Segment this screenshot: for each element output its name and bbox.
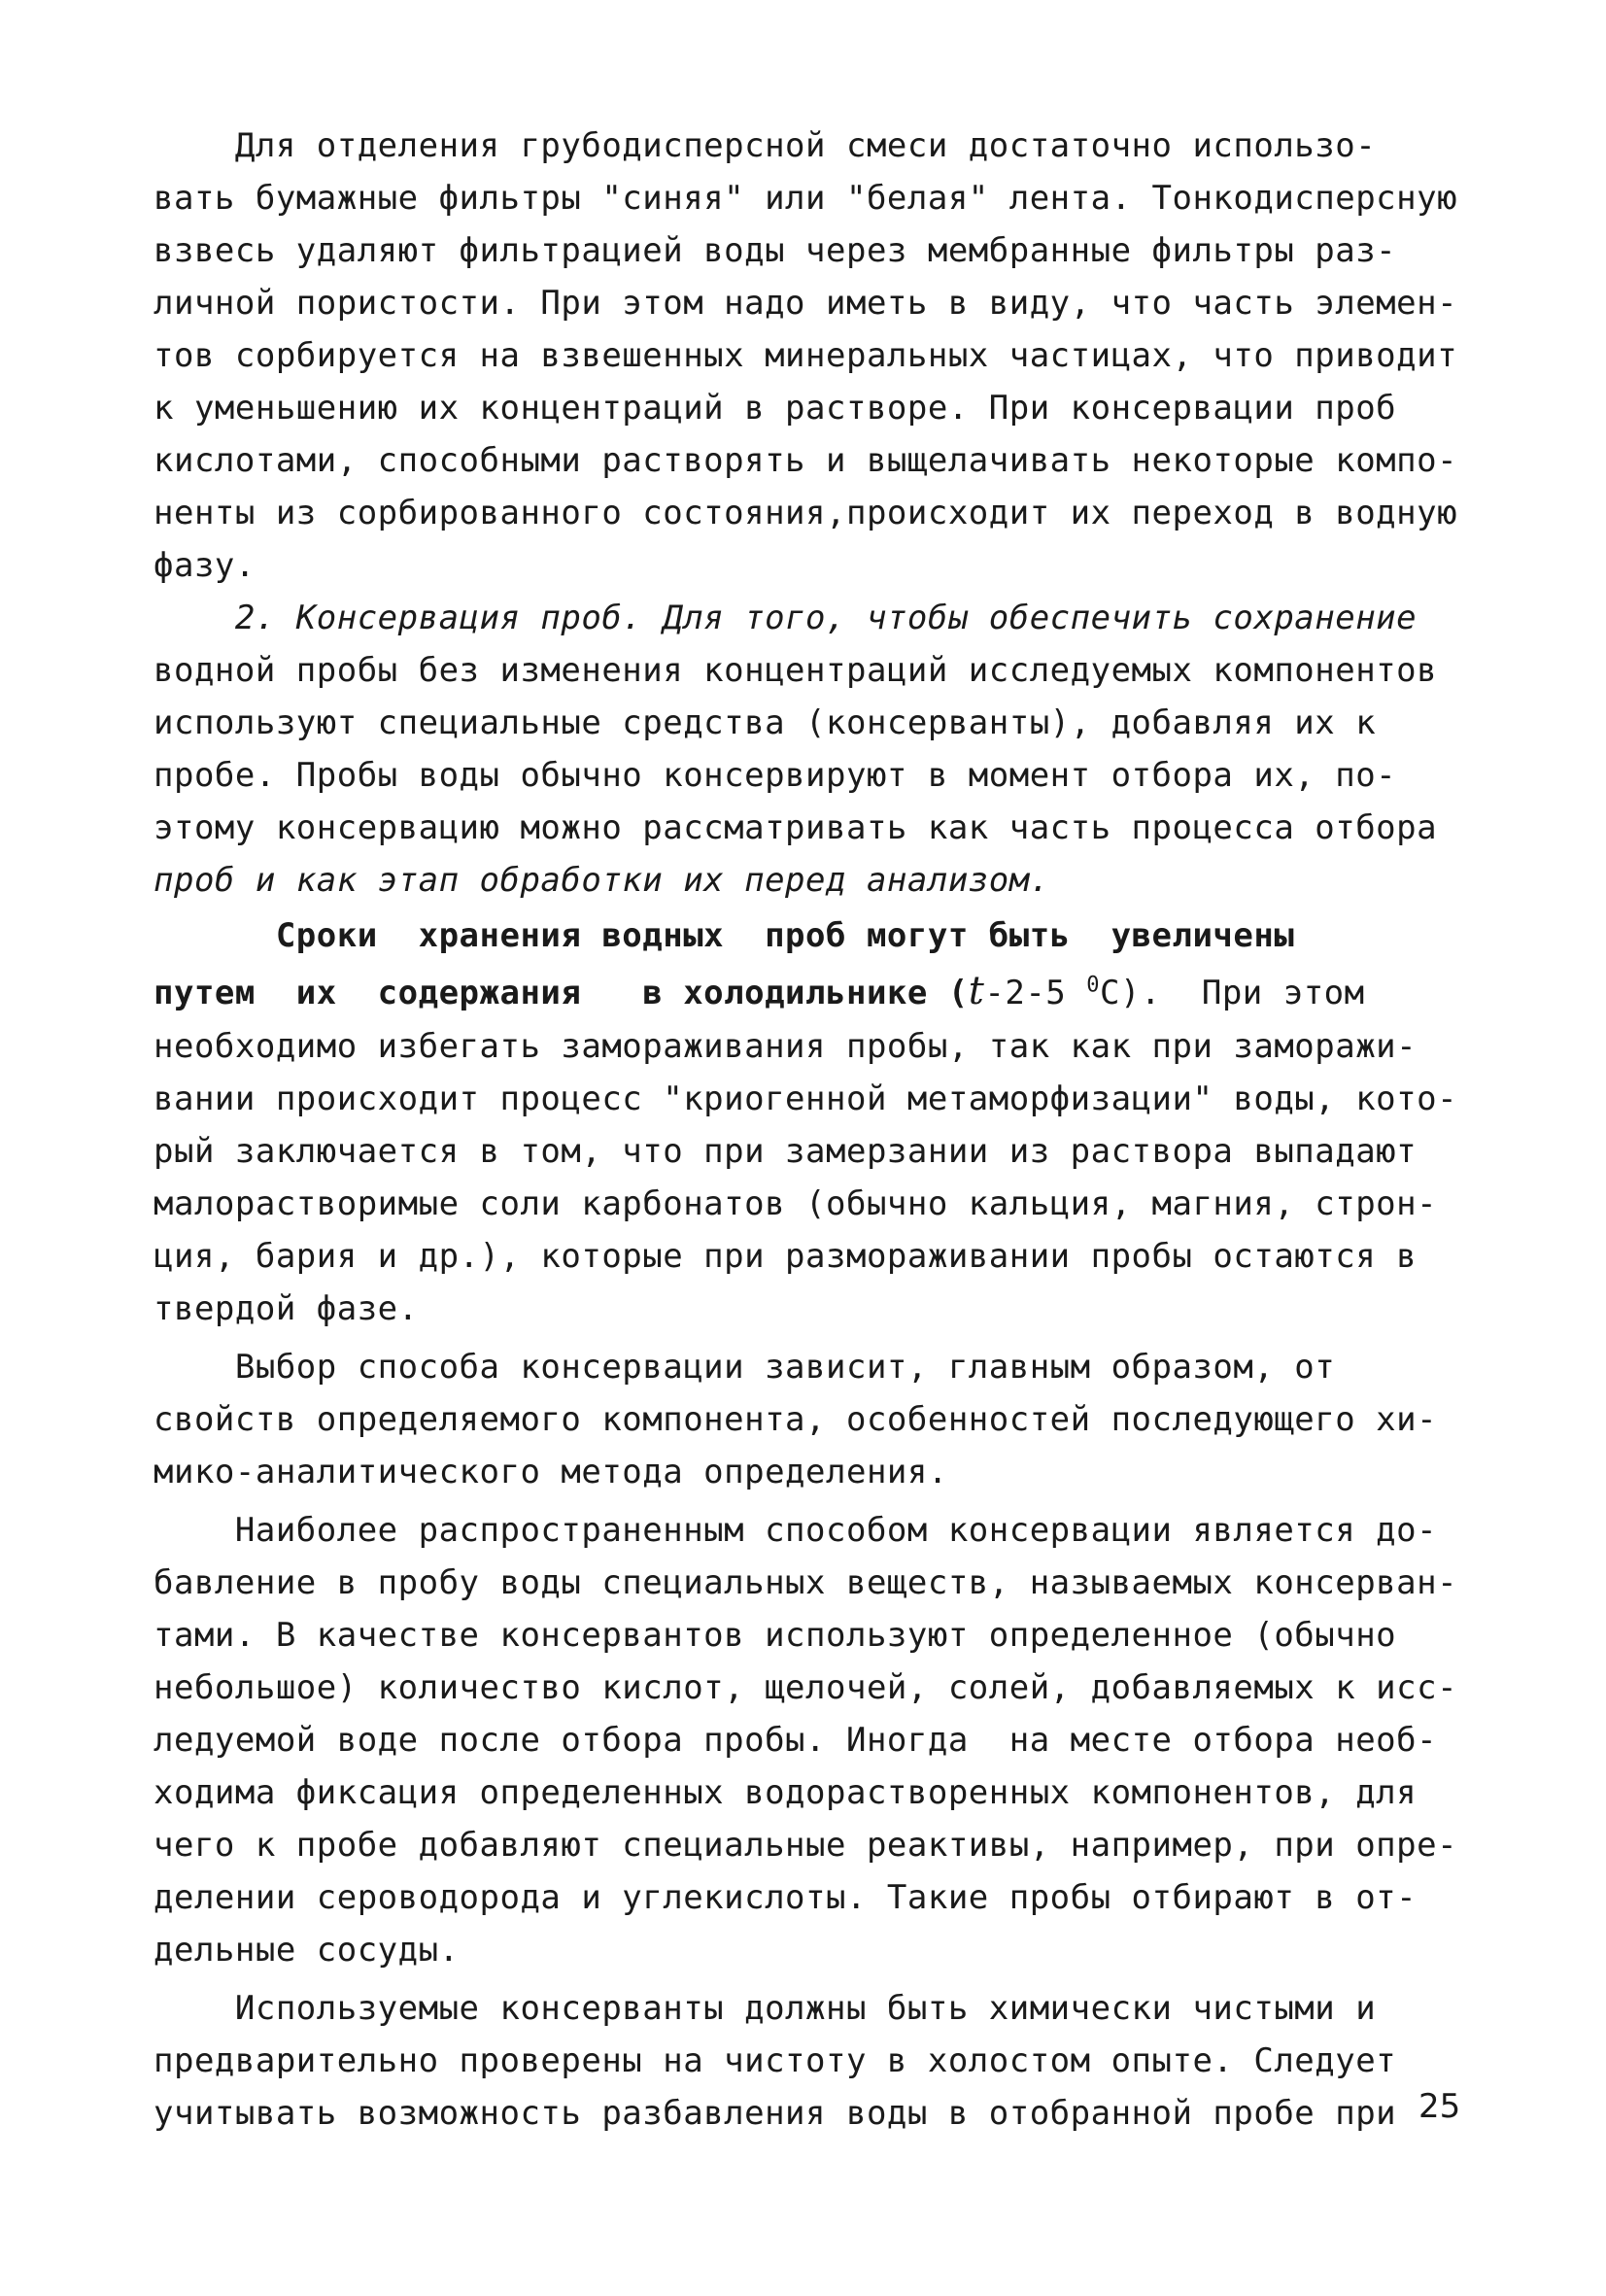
text-line-with-temperature: [154, 969, 1365, 1013]
text-line: твердой фазе.: [154, 1289, 419, 1328]
text-line: 2. Консервация проб. Для того, чтобы обеспечить сохранение: [154, 599, 1418, 637]
text-line: малорастворимые соли карбонатов (обычно кальция, магния, строн-: [154, 1184, 1438, 1223]
text-line: проб и как этап обработки их перед анализом.: [154, 861, 1050, 900]
text-line: ция, бария и др.), которые при размораживании пробы остаются в: [154, 1237, 1418, 1276]
text-line: этому консервацию можно рассматривать как часть процесса отбора: [154, 808, 1438, 847]
text-line: тами. В качестве консервантов используют определенное (обычно: [154, 1616, 1397, 1655]
text-line: личной пористости. При этом надо иметь в виду, что часть элемен-: [154, 284, 1458, 323]
text-line: Наиболее распространенным способом консервации является до-: [154, 1511, 1438, 1550]
page-number: 25: [1418, 2087, 1461, 2126]
degree-mark: 0: [1086, 973, 1100, 998]
text-line: к уменьшению их концентраций в растворе. При консервации проб: [154, 389, 1397, 428]
text-line: мико-аналитического метода определения.: [154, 1453, 948, 1491]
text-line: Сроки хранения водных проб могут быть увеличены: [154, 916, 1295, 955]
text-line: водной пробы без изменения концентраций исследуемых компонентов: [154, 651, 1438, 690]
text-line: кислотами, способными растворять и выщелачивать некоторые компо-: [154, 441, 1458, 480]
text-line: учитывать возможность разбавления воды в отобранной пробе при: [154, 2094, 1397, 2133]
text-line: взвесь удаляют фильтрацией воды через мембранные фильтры раз-: [154, 231, 1397, 270]
text-line: Выбор способа консервации зависит, главным образом, от: [154, 1348, 1336, 1387]
temperature-range: -2-5: [984, 974, 1087, 1012]
text-line: небольшое) количество кислот, щелочей, солей, добавляемых к исс-: [154, 1668, 1458, 1707]
text-line: бавление в пробу воды специальных веществ, называемых консерван-: [154, 1563, 1458, 1602]
text-line: рый заключается в том, что при замерзании из раствора выпадают: [154, 1132, 1418, 1171]
text-line: Для отделения грубодисперсной смеси достаточно использо-: [154, 126, 1377, 165]
text-line: пробе. Пробы воды обычно консервируют в момент отбора их, по-: [154, 756, 1397, 795]
text-fragment: ). При этом: [1119, 974, 1365, 1012]
text-line: ненты из сорбированного состояния,происходит их переход в водную: [154, 494, 1458, 532]
text-line: необходимо избегать замораживания пробы, так как при заморажи-: [154, 1027, 1418, 1066]
text-line: свойств определяемого компонента, особенностей последующего хи-: [154, 1400, 1438, 1439]
text-fragment: путем их содержания в холодильнике (: [154, 974, 969, 1012]
text-line: фазу.: [154, 546, 256, 585]
temperature-symbol: t: [968, 969, 985, 1013]
text-line: используют специальные средства (консерванты), добавляя их к: [154, 703, 1377, 742]
text-line: делении сероводорода и углекислоты. Такие пробы отбирают в от-: [154, 1878, 1418, 1917]
text-line: дельные сосуды.: [154, 1931, 460, 1970]
text-line: ходима фиксация определенных водорастворенных компонентов, для: [154, 1773, 1418, 1812]
text-line: Используемые консерванты должны быть химически чистыми и: [154, 1989, 1377, 2028]
temperature-unit: C: [1099, 974, 1120, 1012]
text-line: предварительно проверены на чистоту в холостом опыте. Следует: [154, 2041, 1397, 2080]
text-line: тов сорбируется на взвешенных минеральных частицах, что приводит: [154, 336, 1458, 375]
text-line: ледуемой воде после отбора пробы. Иногда на месте отбора необ-: [154, 1721, 1438, 1760]
text-line: вании происходит процесс "криогенной метаморфизации" воды, кото-: [154, 1079, 1458, 1118]
text-line: вать бумажные фильтры "синяя" или "белая" лента. Тонкодисперсную: [154, 179, 1458, 218]
text-line: чего к пробе добавляют специальные реактивы, например, при опре-: [154, 1826, 1458, 1865]
